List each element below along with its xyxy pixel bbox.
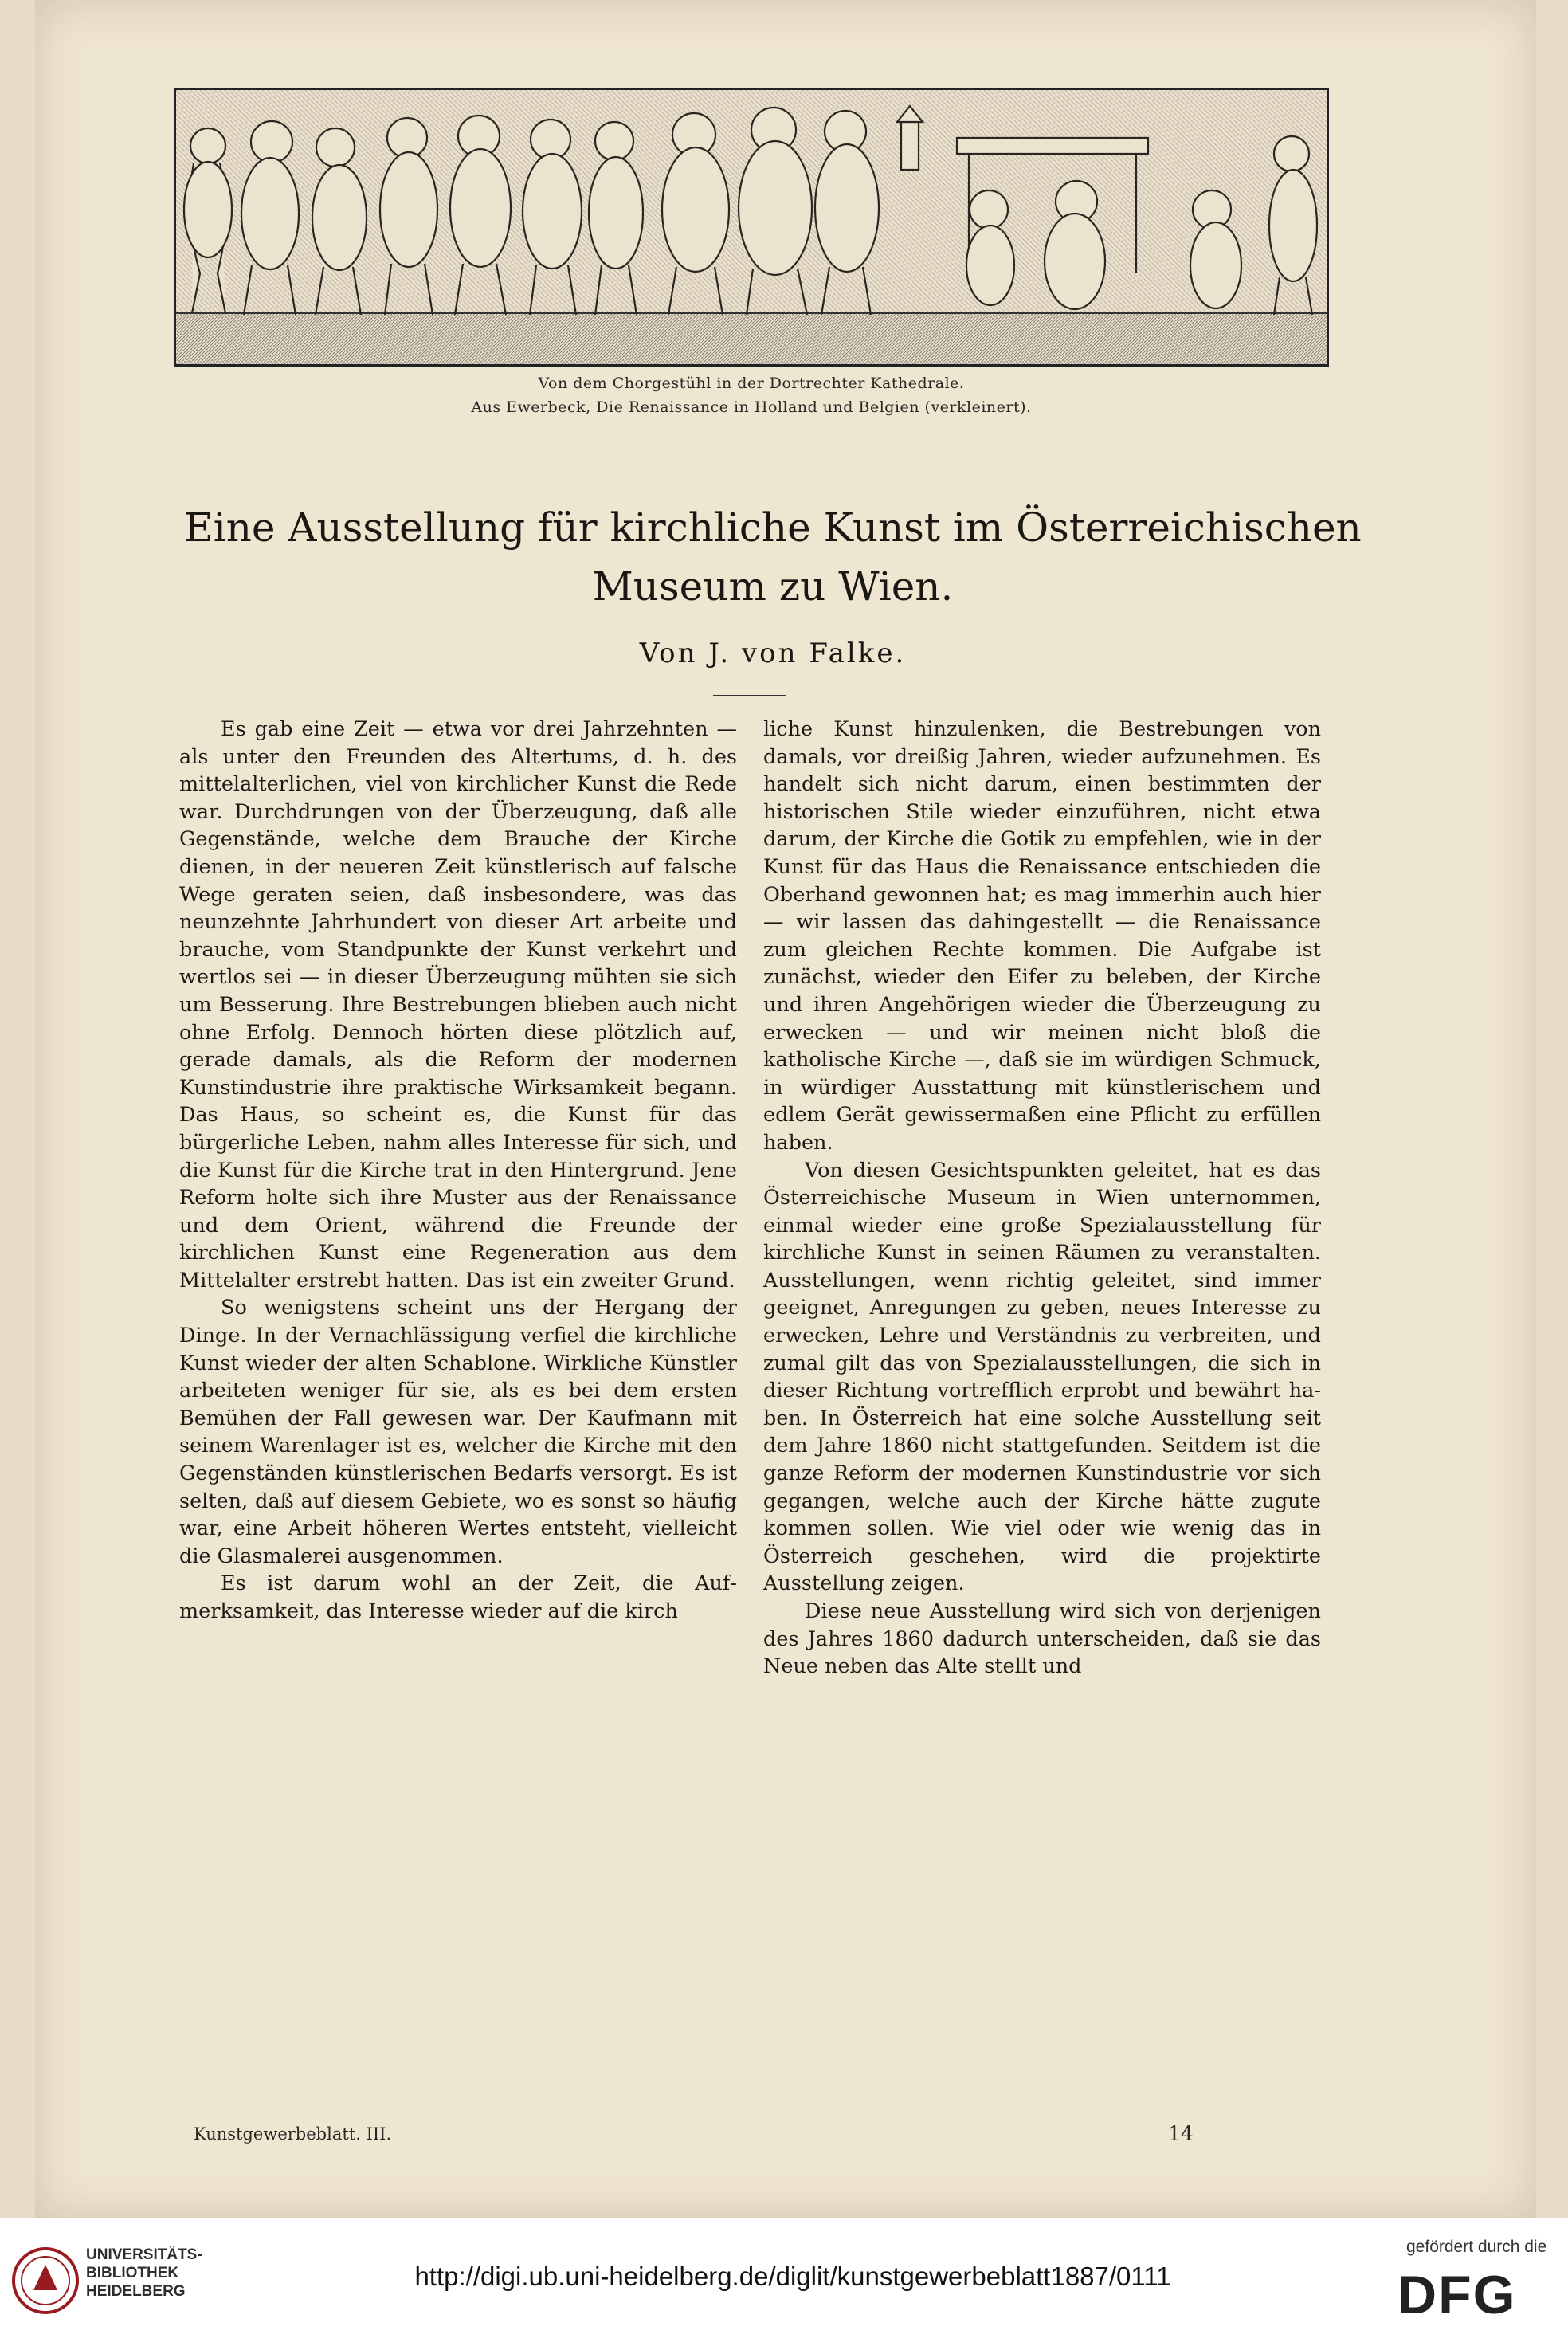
title-line-2: Museum zu Wien. [592,563,954,610]
page-number: 14 [1168,2122,1194,2145]
library-name-line: BIBLIOTHEK [86,2265,179,2281]
university-library-name[interactable] [86,2246,202,2301]
article-byline: Von J. von Falke. [639,638,907,669]
title-line-1: Eine Ausstellung für kirchliche Kunst im Österreichischen [184,504,1362,551]
figure-caption: Von dem Chorgestühl in der Dortrechter Kathedrale. [538,375,965,392]
paragraph: So wenigstens scheint uns der Hergang der Dinge. In der Vernachlässigung verfiel die kirchliche Kunst wieder der alten Schablone. Wirkliche Künstler arbeiteten weniger für sie, als es bei dem ersten Bemühen der Fall gewesen war. Der Kaufmann mit seinem Warenlager ist es, welcher die Kirche mit den Gegenständen künstlerischen Bedarfs versorgt. Es ist selten, daß auf diesem Gebiete, wo es sonst so häufig war, eine Arbeit höheren Wertes entsteht, vielleicht die Glasmalerei ausgenommen. [179,1296,737,1568]
paragraph: Es ist darum wohl an der Zeit, die Aufmerksamkeit, das Interesse wieder auf die kirch [179,1571,737,1623]
paragraph: Diese neue Ausstellung wird sich von derjenigen des Jahres 1860 dadurch unterscheiden, daß sie das Neue neben das Alte stellt und [763,1599,1321,1679]
engraving-illustration [176,90,1327,364]
library-name-line: HEIDELBERG [86,2283,186,2300]
choir-stall-engraving [174,88,1329,367]
paragraph: Es gab eine Zeit — etwa vor drei Jahrzehnten — als unter den Freunden des Altertums, d. h. des mittelalterlichen, viel von kirchlicher Kunst die Rede war. Durchdrungen von der Überzeugung, daß alle Gegenstände, welche dem Brauche der Kirche dienen, in der neueren Zeit künstlerisch auf falsche Wege geraten seien, daß insbesondere, was das neunzehnte Jahrhundert von dieser Art arbeite und brauche, vom Standpunkte der Kunst verkehrt und wertlos sei — in dieser Überzeugung mühten sie sich um Besserung. Ihre Bestrebungen blieben auch nicht ohne Erfolg. Dennoch hörten diese plötzlich auf, gerade damals, als die Reform der modernen Kunstindustrie ihre praktische Wirksamkeit begann. Das Haus, so scheint es, die Kunst für das bürgerliche Leben, nahm alles Interesse für sich, und die Kunst für die Kirche trat in den Hintergrund. Jene Reform holte sich ihre Muster aus der Renaissance und dem Orient, während die Freunde der kirchlichen Kunst eine Regeneration aus dem Mittelalter erstrebt hatten. Das ist ein zweiter Grund. [179,717,737,1293]
paragraph: liche Kunst hinzulenken, die Bestrebungen von damals, vor dreißig Jahren, wieder aufzunehmen. Es handelt sich nicht darum, einen bestimmten der historischen Stile wieder einzuführen, nicht etwa darum, der Kirche die Gotik zu empfehlen, wie in der Kunst für das Haus die Renaissance entschieden die Oberhand gewonnen hat; es mag immerhin auch hier — wir lassen das dahingestellt — die Renaissance zum gleichen Rechte kommen. Die Aufgabe ist zunächst, wieder den Eifer zu beleben, der Kirche und ihren Angehörigen wieder die Überzeugung zu erwecken — und wir meinen nicht bloß die katholische Kirche —, daß sie im würdigen Schmuck, in würdiger Ausstattung mit künstlerischem und edlem Gerät gewissermaßen eine Pflicht zu erfüllen haben. [763,717,1321,1155]
paragraph: Von diesen Gesichtspunkten geleitet, hat es das Österreichische Museum in Wien unternommen, einmal wieder eine große Spezialausstellung für kirchliche Kunst in seinen Räumen zu veranstalten. Ausstellungen, wenn richtig geleitet, sind immer geeignet, Anregungen zu geben, neues Interesse zu erwecken, Lehre und Verständnis zu verbreiten, und zumal gilt das von Spezialausstellungen, die sich in dieser Richtung vortrefflich erprobt und bewährt haben. In Österreich hat eine solche Ausstellung seit dem Jahre 1860 nicht stattgefunden. Seitdem ist die ganze Reform der modernen Kunstindustrie vor sich gegangen, welche auch der Kirche hätte zugute kommen sollen. Wie viel oder wie wenig das in Österreich geschehen, wird die projektirte Ausstellung zeigen. [763,1158,1321,1596]
dfg-logo[interactable]: DFG [1397,2265,1517,2325]
university-seal-icon[interactable] [11,2241,80,2320]
journal-signature: Kunstgewerbeblatt. III. [194,2124,392,2144]
text-column-left [179,716,737,1626]
title-divider [713,695,786,696]
text-column-right [763,716,1321,1681]
article-title [120,498,1426,616]
library-name-line: UNIVERSITÄTS- [86,2246,202,2263]
figure-source-caption: Aus Ewerbeck, Die Renaissance in Holland und Belgien (verkleinert). [471,398,1032,416]
funder-label: gefördert durch die [1406,2238,1547,2256]
permalink-url[interactable]: http://digi.ub.uni-heidelberg.de/diglit/kunstgewerbeblatt1887/0111 [414,2262,1171,2291]
